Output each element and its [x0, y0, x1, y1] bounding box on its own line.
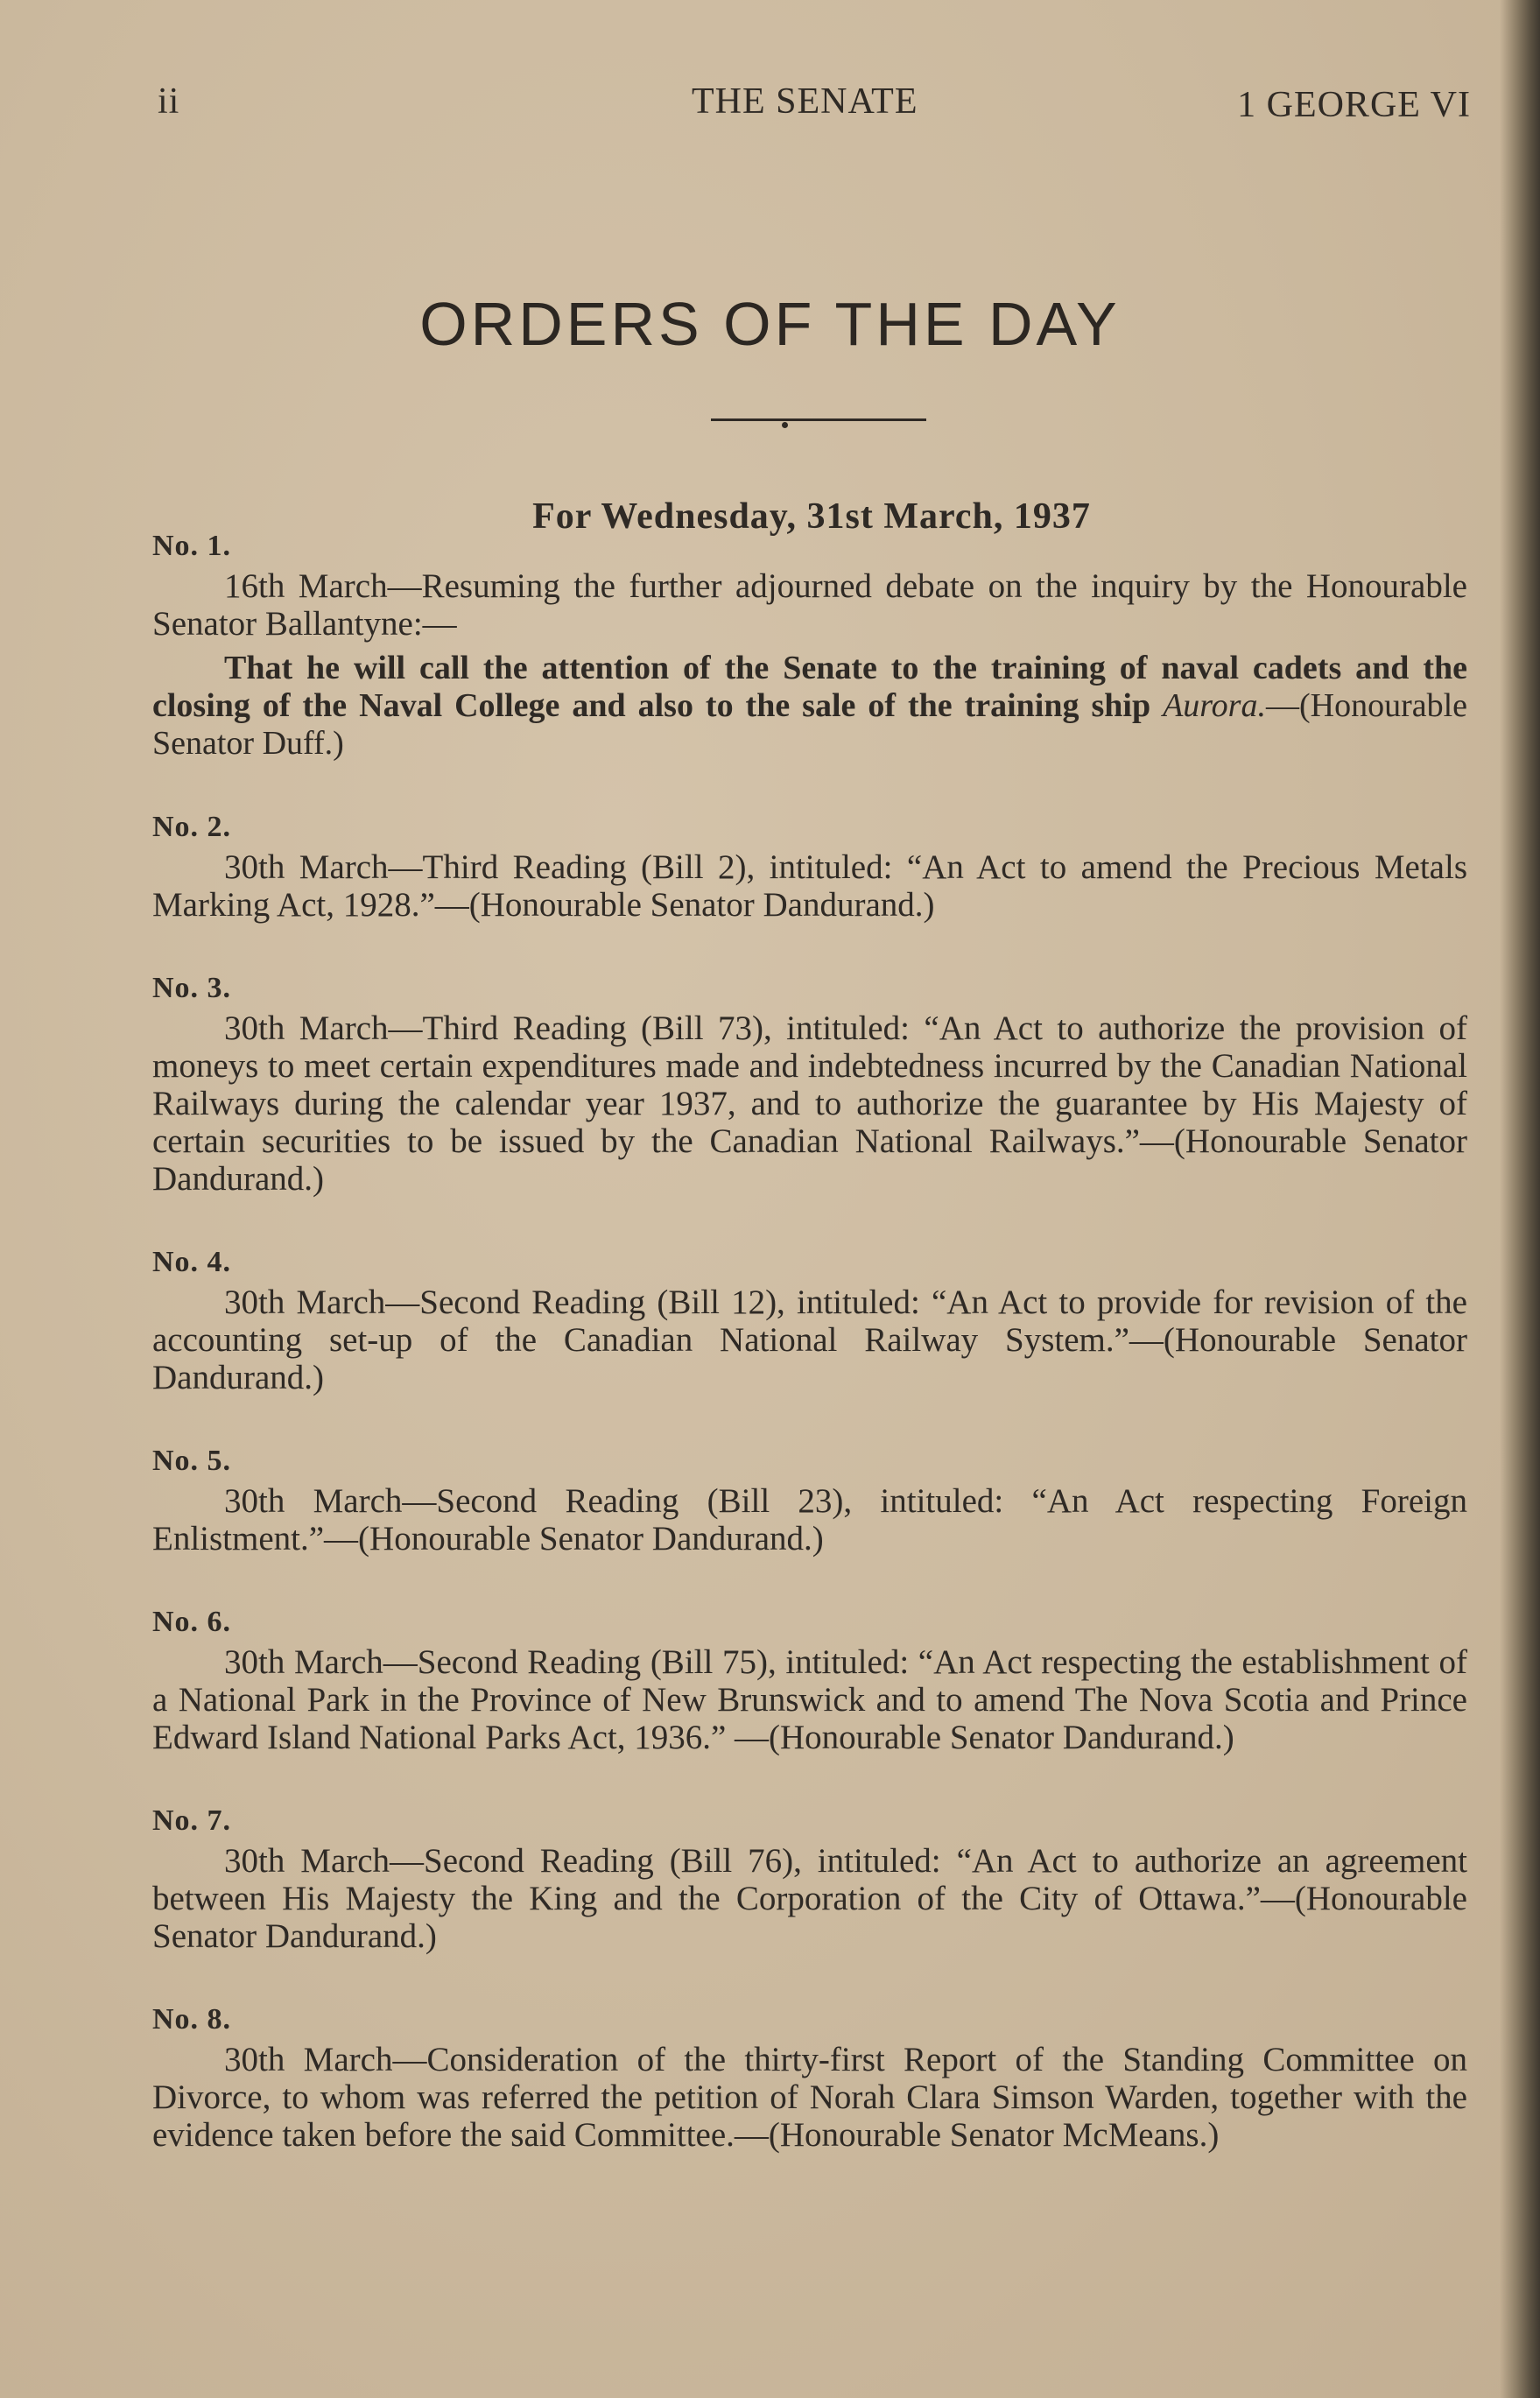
orders-list	[152, 525, 1467, 2198]
order-number: No. 3.	[152, 972, 232, 1004]
order-text: 30th March—Second Reading (Bill 12), intituled: “An Act to provide for revision of the accounting set-up of the Canadian National Railway System.”—(Honourable Senator Dandurand.)	[152, 1283, 1467, 1396]
order-number: No. 2.	[152, 811, 232, 843]
running-header	[158, 81, 1471, 124]
divider-ornament	[782, 422, 788, 428]
binding-edge	[1500, 0, 1540, 2398]
order-text: 30th March—Second Reading (Bill 75), intituled: “An Act respecting the establishment of a National Park in the Province of New Brunswick and to amend The Nova Scotia and Prince Edward Island National Parks Act, 1936.” —(Honourable Senator Dandurand.)	[152, 1643, 1467, 1756]
page-number: ii	[158, 81, 180, 122]
order-number: No. 5.	[152, 1445, 232, 1477]
order-text: 16th March—Resuming the further adjourned debate on the inquiry by the Honourable Senator Ballantyne:—	[152, 567, 1467, 643]
regnal-year: 1 GEORGE VI	[1237, 85, 1471, 125]
order-number: No. 8.	[152, 2003, 232, 2036]
ship-name: Aurora.	[1163, 687, 1266, 724]
order-number: No. 4.	[152, 1246, 232, 1278]
order-motion	[152, 650, 1467, 763]
order-text: 30th March—Second Reading (Bill 76), intituled: “An Act to authorize an agreement between His Majesty the King and the Corporation of the City of Ottawa.”—(Honourable Senator Dandurand.)	[152, 1842, 1467, 1955]
page-title: ORDERS OF THE DAY	[419, 290, 1121, 358]
order-item	[152, 1800, 1467, 1955]
order-item	[152, 1999, 1467, 2154]
publication-title: THE SENATE	[692, 81, 918, 122]
sitting-date: For Wednesday, 31st March, 1937	[532, 496, 1091, 537]
order-text: 30th March—Consideration of the thirty-first Report of the Standing Committee on Divorce, to whom was referred the petition of Norah Clara Simson Warden, together with the evidence taken before the said Committee.—(Honourable Senator McMeans.)	[152, 2041, 1467, 2154]
order-item	[152, 525, 1467, 763]
order-number: No. 7.	[152, 1804, 232, 1837]
motion-text: That he will call the attention of the Senate to the training of naval cadets and the closing of the Naval College and also to the sale of the training ship	[152, 650, 1467, 724]
order-item	[152, 1241, 1467, 1396]
order-item	[152, 806, 1467, 924]
motion-attribution: —(Honourable Senator Duff.)	[152, 687, 1468, 762]
order-item	[152, 967, 1467, 1198]
order-text: 30th March—Third Reading (Bill 73), intituled: “An Act to authorize the provision of moneys to meet certain expenditures made and indebtedness incurred by the Canadian National Railways during the calendar year 1937, and to authorize the guarantee by His Majesty of certain securities to be issued by the Canadian National Railways.”—(Honourable Senator Dandurand.)	[152, 1009, 1467, 1198]
order-number: No. 1.	[152, 530, 232, 562]
order-text: 30th March—Third Reading (Bill 2), intituled: “An Act to amend the Precious Metals Marking Act, 1928.”—(Honourable Senator Dandurand.)	[152, 848, 1467, 924]
order-item	[152, 1601, 1467, 1756]
order-number: No. 6.	[152, 1606, 232, 1638]
title-divider	[711, 418, 926, 421]
order-text: 30th March—Second Reading (Bill 23), intituled: “An Act respecting Foreign Enlistment.”—(Honourable Senator Dandurand.)	[152, 1482, 1467, 1558]
order-item	[152, 1440, 1467, 1558]
